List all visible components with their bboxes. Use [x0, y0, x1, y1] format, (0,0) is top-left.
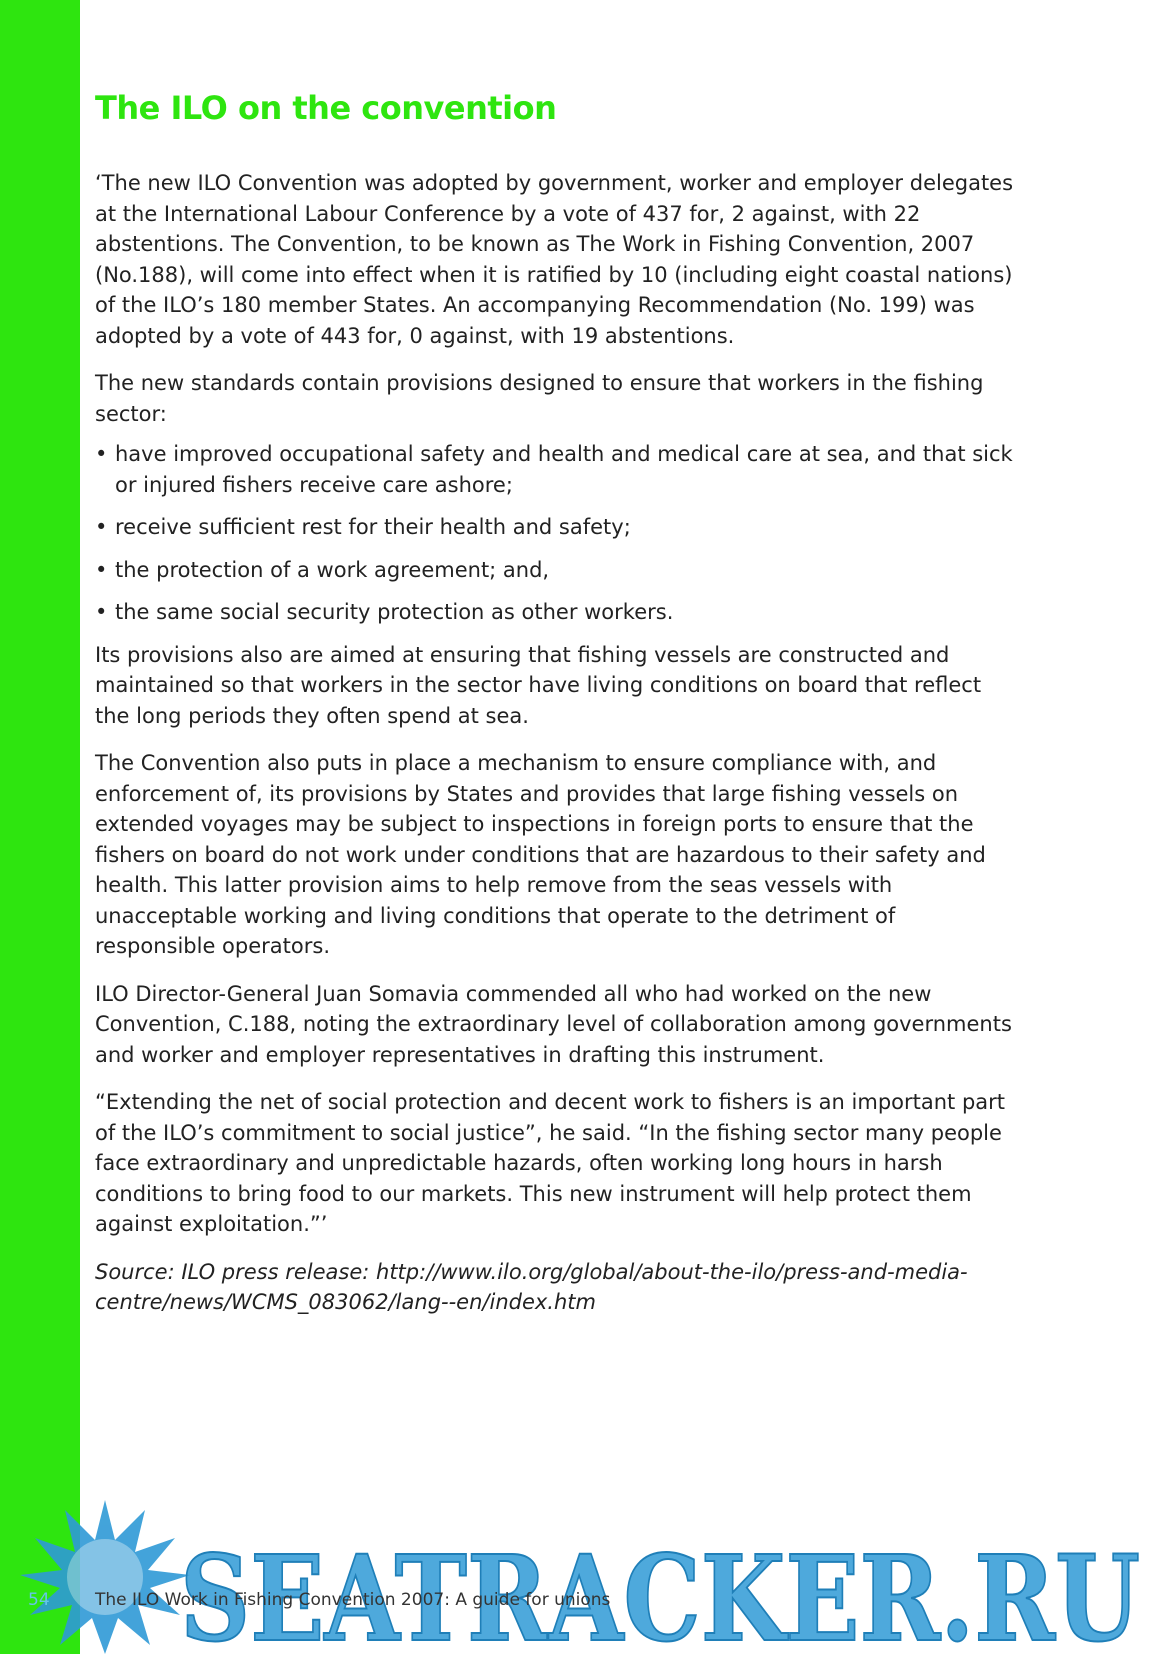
list-item-text: receive sufficient rest for their health and safety;: [115, 515, 631, 539]
paragraph-standards-intro: The new standards contain provisions designed to ensure that workers in the fishing sector:: [95, 371, 984, 426]
source-citation: Source: ILO press release: http://www.ilo.org/global/about-the-ilo/press-and-media-centre/news/WCMS_083062/lang--en/index.htm: [95, 1259, 968, 1314]
list-item: [95, 597, 1015, 628]
paragraph-convention-adoption: ‘The new ILO Convention was adopted by government, worker and employer delegates at the International Labour Conference by a vote of 437 for, 2 against, with 22 abstentions. The Convention, to be known as The Work in Fishing Convention, 2007 (No.188), will come into effect when it is ratified by 10 (including eight coastal nations) of the ILO’s 180 member States. An accompanying Recommendation (No. 199) was adopted by a vote of 443 for, 0 against, with 19 abstentions.: [95, 171, 1014, 348]
bullet-icon: •: [95, 442, 108, 466]
page-number: 54: [28, 1590, 50, 1610]
list-item: [95, 512, 1015, 543]
paragraph-director-general: ILO Director-General Juan Somavia commended all who had worked on the new Convention, C.188, noting the extraordinary level of collaboration among governments and worker and employer representatives in drafting this instrument.: [95, 981, 1012, 1067]
list-item: [95, 439, 1015, 500]
paragraph-compliance-mechanism: The Convention also puts in place a mechanism to ensure compliance with, and enforcement of, its provisions by States and provides that large fishing vessels on extended voyages may be subject to inspections in foreign ports to ensure that the fishers on board do not work under conditions that are hazardous to their safety and health. This latter provision aims to help remove from the seas vessels with unacceptable working and living conditions that operate to the detriment of responsible operators.: [95, 751, 986, 958]
page-title: The ILO on the convention: [95, 89, 557, 127]
list-item-text: have improved occupational safety and health and medical care at sea, and that sick or injured fishers receive care ashore;: [115, 442, 1013, 497]
provisions-list: [95, 439, 1015, 628]
list-item-text: the same social security protection as other workers.: [115, 600, 674, 624]
green-sidebar-bar: [0, 0, 80, 1654]
bullet-icon: •: [95, 557, 108, 582]
list-item: [95, 555, 1015, 586]
watermark-text: SEATRACKER.RU: [180, 1529, 1140, 1654]
footer-title: The ILO Work in Fishing Convention 2007: A guide for unions: [95, 1590, 611, 1610]
paragraph-quote: “Extending the net of social protection and decent work to fishers is an important part of the ILO’s commitment to social justice”, he said. “In the fishing sector many people face extraordinary and unpredictable hazards, often working long hours in harsh conditions to bring food to our markets. This new instrument will help protect them against exploitation.”’: [95, 1090, 1006, 1236]
paragraph-vessel-provisions: Its provisions also are aimed at ensuring that fishing vessels are constructed and maintained so that workers in the sector have living conditions on board that reflect the long periods they often spend at sea.: [95, 642, 982, 728]
bullet-icon: •: [95, 600, 108, 624]
article-body: [95, 168, 1015, 1335]
list-item-text: the protection of a work agreement; and,: [115, 557, 550, 582]
bullet-icon: •: [95, 515, 108, 539]
